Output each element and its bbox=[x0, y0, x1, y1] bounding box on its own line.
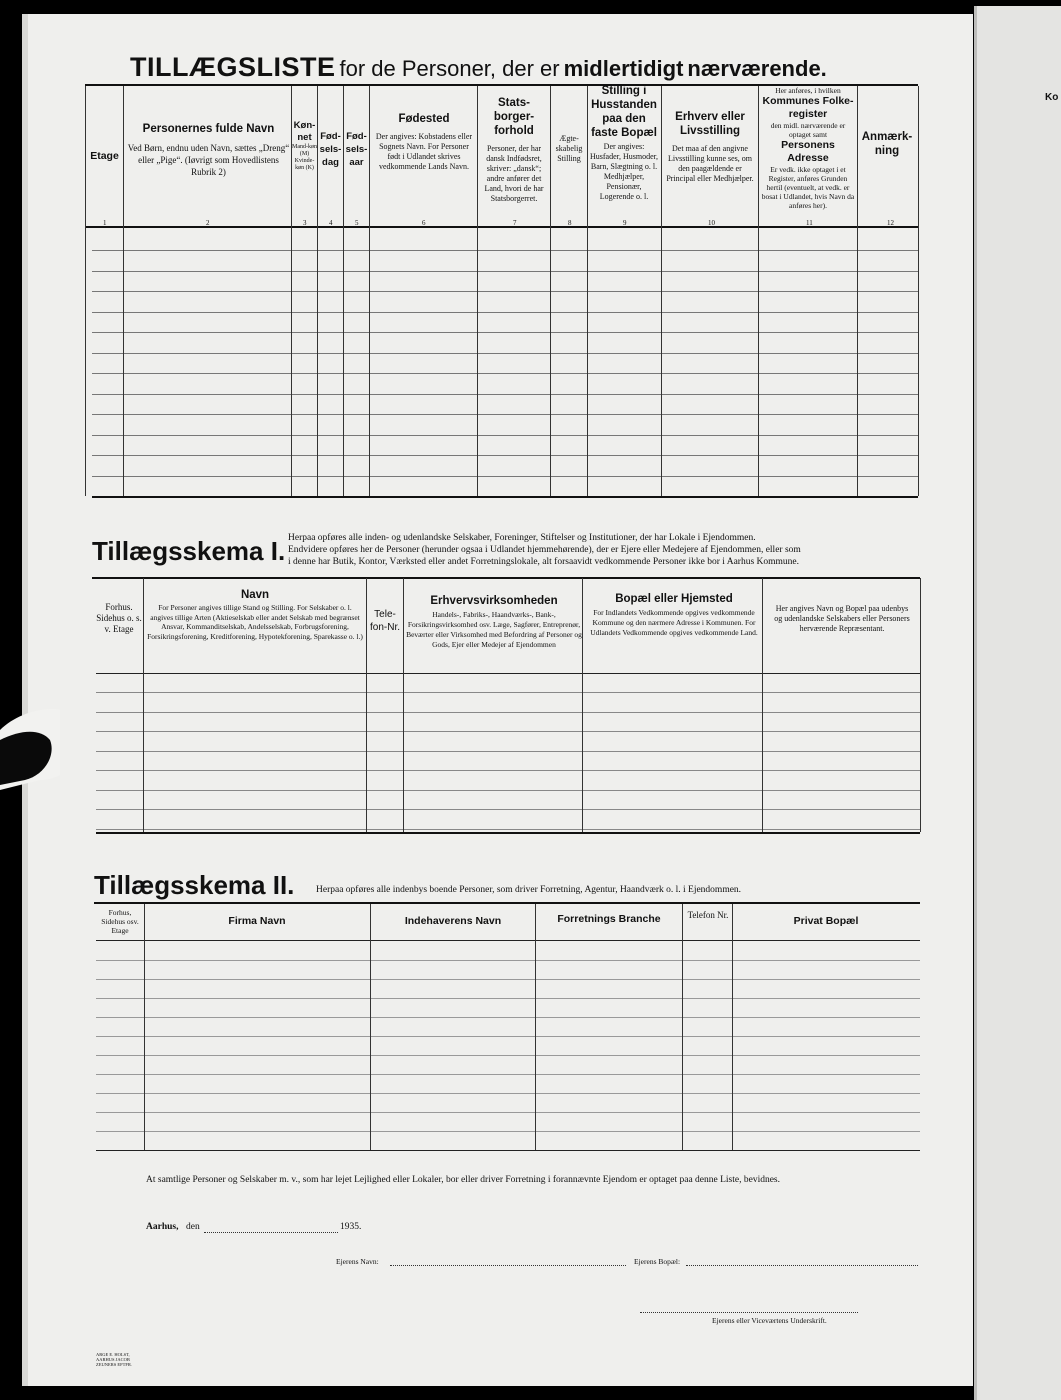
table-row bbox=[96, 751, 920, 752]
owner-home-label: Ejerens Bopæl: bbox=[634, 1257, 681, 1266]
col-household-header: Stilling i Husstanden paa den faste Bopæl Der angives: Husfader, Husmoder, Barn, Slægtning o. l. Medhjælper, Pensionær, Logerende o. l. bbox=[589, 85, 658, 201]
column-divider bbox=[920, 578, 921, 832]
column-divider bbox=[369, 86, 370, 496]
col-register-header: Her anføres, i hvilken Kommunes Folke-register den midl. nærværende er optaget samt Personens Adresse Er vedk. ikke optaget i et Register, anføres Grunden hertil (eventuelt, at vedk. er bosat i Udlandet, hvis Navn da anføres her). bbox=[761, 86, 855, 210]
col-citizenship-header: Stats-borger-forhold Personer, der har dansk Indfødsret, skriver: „dansk“; andre anfører det Land, hvori de har Statsborgerret. bbox=[484, 97, 544, 203]
col-birthday-header: Fød-sels-dag bbox=[319, 131, 342, 168]
column-number: 4 bbox=[329, 219, 333, 227]
owner-name-label: Ejerens Navn: bbox=[336, 1257, 379, 1266]
table-row bbox=[96, 712, 920, 713]
thumb-shape bbox=[0, 700, 60, 800]
adjacent-page-text: Ko bbox=[1045, 92, 1059, 103]
col-occupation-header: Erhverv eller Livsstilling Det maa af den angivne Livsstilling kunne ses, om den paagældende er Principal eller Medhjælper. bbox=[666, 111, 754, 183]
column-number: 12 bbox=[887, 219, 894, 227]
column-divider bbox=[366, 578, 367, 832]
table-row bbox=[92, 353, 918, 354]
column-divider bbox=[143, 578, 144, 832]
s2-col-branch: Forretnings Branche bbox=[557, 913, 661, 925]
s2-col-owner: Indehaverens Navn bbox=[404, 915, 502, 927]
table-row bbox=[92, 414, 918, 415]
column-divider bbox=[732, 904, 733, 1150]
col-etage-header: Etage bbox=[90, 150, 119, 162]
column-divider bbox=[587, 86, 588, 496]
col-remarks-header: Anmærk-ning bbox=[861, 131, 913, 157]
year-label: 1935. bbox=[340, 1222, 362, 1232]
col-gender-header: Køn-net Mand-køn (M) Kvinde-køn (K) bbox=[292, 120, 317, 171]
s2-col-floor: Forhus, Sidehus osv. Etage bbox=[101, 908, 139, 935]
adjacent-page bbox=[974, 6, 1061, 1400]
schema2-description: Herpaa opføres alle indenbys boende Personer, som driver Forretning, Agentur, Haandværk o. l. i Ejendommen. bbox=[316, 885, 742, 895]
col-name-header: Personernes fulde Navn Ved Børn, endnu uden Navn, sættes „Dreng“ eller „Pige“. (Iøvrigt som Hovedlistens Rubrik 2) bbox=[127, 123, 290, 177]
signature-label: Ejerens eller Viceværtens Underskrift. bbox=[712, 1316, 827, 1325]
table-row bbox=[96, 829, 920, 830]
s1-col-home: Bopæl eller Hjemsted For Indlandets Vedkommende opgives vedkommende Kommune og den nærmere Adresse i Kommunen. For Udlandets Vedkommende opgives vedkommende Land. bbox=[590, 593, 758, 637]
s1-col-trade: Erhvervsvirksomheden Handels-, Fabriks-, Haandværks-, Bank-, Forsikringsvirksomhed osv. Læge, Sagfører, Entreprenør, Beværter eller Virksomhed med Befordring af Personer og Gods, Ejer eller Medejer af Ejendommen bbox=[406, 595, 582, 649]
schema2-header-rule bbox=[96, 940, 920, 941]
schema1-top-rule bbox=[92, 577, 920, 579]
column-number: 8 bbox=[568, 219, 572, 227]
table-row bbox=[96, 1036, 920, 1037]
title-emphasis: midlertidigt bbox=[563, 56, 684, 81]
table-row bbox=[92, 455, 918, 456]
column-number: 11 bbox=[806, 219, 813, 227]
col-birthyear-header: Fød-sels-aar bbox=[345, 131, 368, 168]
table-row bbox=[96, 1112, 920, 1113]
column-number: 5 bbox=[355, 219, 359, 227]
column-divider bbox=[85, 86, 86, 496]
table-row bbox=[92, 476, 918, 477]
signature-line[interactable] bbox=[640, 1312, 858, 1313]
schema2-bottom-rule bbox=[96, 1150, 920, 1151]
table-row bbox=[96, 1074, 920, 1075]
column-divider bbox=[661, 86, 662, 496]
s1-col-name: Navn For Personer angives tillige Stand og Stilling. For Selskaber o. l. angives tillige Arten (Aktieselskab eller andet Selskab med begrænset Ansvar, Kommanditselskab, Andelsselskab, Forbrugsforening, Forsikringsforening, Kreditforening, Hypotekforening, Sparekasse o. l.) bbox=[147, 589, 363, 641]
schema1-title: Tillægsskema I. bbox=[92, 536, 286, 566]
table-row bbox=[96, 770, 920, 771]
column-number: 7 bbox=[513, 219, 517, 227]
column-number: 1 bbox=[103, 219, 107, 227]
column-divider bbox=[535, 904, 536, 1150]
table-row bbox=[92, 435, 918, 436]
table-row bbox=[96, 960, 920, 961]
table-row bbox=[92, 271, 918, 272]
s1-col-phone: Tele-fon-Nr. bbox=[369, 609, 400, 633]
column-divider bbox=[918, 86, 919, 496]
table-row bbox=[96, 1131, 920, 1132]
column-number: 3 bbox=[303, 219, 307, 227]
table-row bbox=[96, 692, 920, 693]
owner-home-line[interactable] bbox=[686, 1265, 918, 1266]
s2-col-phone: Telefon Nr. bbox=[687, 910, 729, 920]
table-row bbox=[96, 809, 920, 810]
table-row bbox=[96, 731, 920, 732]
column-divider bbox=[144, 904, 145, 1150]
column-divider bbox=[123, 86, 124, 496]
table-row bbox=[96, 790, 920, 791]
owner-name-line[interactable] bbox=[390, 1265, 626, 1266]
column-number: 2 bbox=[206, 219, 210, 227]
printer-mark: ARGE E. HOLST, AARHUS JACOB ZEUNERS EFTFR. bbox=[96, 1352, 133, 1367]
schema2-top-rule bbox=[94, 902, 920, 904]
table-row bbox=[96, 1017, 920, 1018]
s1-col-floor: Forhus. Sidehus o. s. v. Etage bbox=[96, 602, 142, 634]
column-number: 10 bbox=[708, 219, 715, 227]
table-row bbox=[92, 332, 918, 333]
col-birthplace-header: Fødested Der angives: Kobstadens eller Sognets Navn. For Personer født i Udlandet skrives vedkommende Lands Navn. bbox=[375, 113, 473, 171]
title-middle: for de Personer, der er bbox=[339, 56, 560, 81]
table-row bbox=[96, 979, 920, 980]
column-divider bbox=[403, 578, 404, 832]
table-row bbox=[92, 250, 918, 251]
s2-col-home: Privat Bopæl bbox=[793, 915, 859, 927]
schema1-bottom-rule bbox=[96, 832, 920, 834]
city-label: Aarhus, bbox=[146, 1222, 179, 1232]
table-row bbox=[96, 998, 920, 999]
title-main: TILLÆGSLISTE bbox=[130, 52, 336, 82]
col-marital-header: Ægte-skabelig Stilling bbox=[555, 134, 583, 163]
table-row bbox=[92, 291, 918, 292]
title-end: nærværende. bbox=[687, 56, 827, 81]
table-row bbox=[96, 1093, 920, 1094]
column-divider bbox=[477, 86, 478, 496]
column-divider bbox=[370, 904, 371, 1150]
certification-text: At samtlige Personer og Selskaber m. v., som har lejet Lejlighed eller Lokaler, bor eller driver Forretning i forannævnte Ejendom er optaget paa denne Liste, bevidnes. bbox=[146, 1175, 780, 1185]
table-bottom-rule bbox=[92, 496, 918, 498]
column-divider bbox=[758, 86, 759, 496]
schema1-header-rule bbox=[96, 673, 920, 674]
date-line[interactable] bbox=[204, 1232, 338, 1233]
column-divider bbox=[682, 904, 683, 1150]
page-title bbox=[130, 52, 827, 83]
column-divider bbox=[762, 578, 763, 832]
schema2-title: Tillægsskema II. bbox=[94, 870, 295, 900]
column-number: 6 bbox=[422, 219, 426, 227]
column-divider bbox=[582, 578, 583, 832]
table-row bbox=[96, 1055, 920, 1056]
s1-col-representative: Her angives Navn og Bopæl paa udenbys og udenlandske Selskabers eller Personers herværende Repræsentant. bbox=[774, 604, 910, 633]
column-number: 9 bbox=[623, 219, 627, 227]
table-row bbox=[92, 373, 918, 374]
schema1-description: Herpaa opføres alle inden- og udenlandske Selskaber, Foreninger, Stiftelser og Institutioner, der har Lokale i Ejendommen. Endvidere opføres her de Personer (herunder ogsaa i Udlandet hjemmehørende), der er Ejere eller Medejere af Ejendommen, eller som i denne har Butik, Kontor, Værksted eller andet Forretningslokale, alt forsaavidt vedkommende Personer ikke bor i Aarhus Kommune. bbox=[288, 533, 801, 567]
table-row bbox=[92, 312, 918, 313]
table-row bbox=[92, 394, 918, 395]
s2-col-firm: Firma Navn bbox=[228, 915, 286, 927]
date-label: den bbox=[186, 1222, 200, 1232]
